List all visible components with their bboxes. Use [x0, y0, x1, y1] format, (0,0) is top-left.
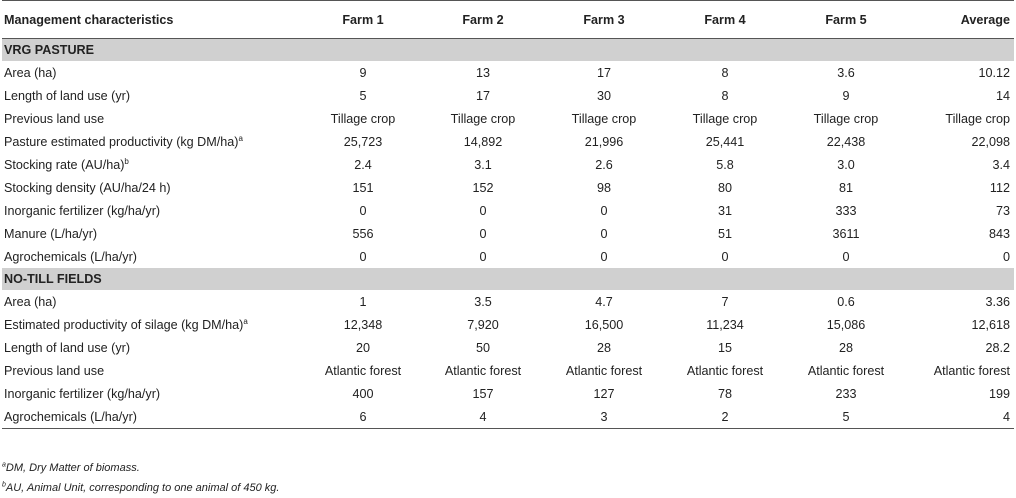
row-label-cell: [2, 313, 302, 336]
row-label: Agrochemicals (L/ha/yr): [4, 249, 137, 264]
cell-farm-4: 0: [721, 249, 729, 264]
cell-farm-5: Atlantic forest: [807, 363, 885, 378]
cell-farm-1: 20: [355, 340, 370, 355]
cell-average: Tillage crop: [945, 111, 1010, 126]
cell-farm-1: 5: [359, 88, 367, 103]
table-row: [2, 405, 1014, 429]
cell-average: 3.36: [985, 294, 1010, 309]
row-label: Area (ha): [4, 294, 57, 309]
row-label: Length of land use (yr): [4, 88, 131, 103]
row-label-cell: [2, 130, 302, 153]
cell-farm-3: 30: [596, 88, 611, 103]
row-label-cell: [2, 199, 302, 222]
table-row: [2, 359, 1014, 382]
cell-farm-4: 7: [721, 294, 729, 309]
cell-farm-5: 233: [835, 386, 857, 401]
cell-farm-2: Atlantic forest: [444, 363, 522, 378]
cell-farm-3: Tillage crop: [571, 111, 637, 126]
cell-farm-5: 81: [838, 180, 853, 195]
cell-farm-2: 50: [475, 340, 490, 355]
cell-farm-5: 3.6: [837, 65, 855, 80]
cell-farm-4: 78: [717, 386, 732, 401]
cell-farm-5: 22,438: [826, 134, 866, 149]
cell-average: 843: [988, 226, 1010, 241]
cell-farm-5: 0: [842, 249, 850, 264]
header-management-characteristics: Management characteristics: [2, 1, 302, 39]
cell-farm-2: 0: [479, 249, 487, 264]
cell-farm-1: 9: [359, 65, 367, 80]
header-farm-2: Farm 2: [424, 1, 542, 39]
cell-farm-3: 28: [596, 340, 611, 355]
cell-farm-1: 2.4: [354, 157, 372, 172]
row-label: Previous land use: [4, 363, 105, 378]
cell-farm-2: 157: [472, 386, 494, 401]
cell-average: 10.12: [978, 65, 1010, 80]
cell-farm-5: 0.6: [837, 294, 855, 309]
footnote-mark: a: [2, 461, 6, 469]
row-label: Previous land use: [4, 111, 105, 126]
cell-farm-4: Atlantic forest: [686, 363, 764, 378]
section-title: VRG PASTURE: [2, 39, 1014, 62]
table-row: [2, 84, 1014, 107]
row-label: Stocking rate (AU/ha): [4, 157, 125, 172]
cell-farm-1: 25,723: [343, 134, 383, 149]
footnote-a: [2, 458, 279, 478]
cell-farm-2: 13: [475, 65, 490, 80]
row-label: Pasture estimated productivity (kg DM/ha): [4, 134, 239, 149]
row-label-cell: [2, 245, 302, 268]
header-average: Average: [908, 1, 1014, 39]
cell-average: 73: [995, 203, 1010, 218]
cell-farm-5: 333: [835, 203, 857, 218]
cell-farm-2: 3.1: [474, 157, 492, 172]
cell-farm-4: Tillage crop: [692, 111, 758, 126]
cell-average: 199: [988, 386, 1010, 401]
cell-farm-3: 98: [596, 180, 611, 195]
table-row: [2, 290, 1014, 313]
footnote-mark: b: [124, 156, 129, 166]
cell-farm-1: 1: [359, 294, 367, 309]
cell-farm-5: 9: [842, 88, 850, 103]
header-farm-1: Farm 1: [302, 1, 424, 39]
row-label: Inorganic fertilizer (kg/ha/yr): [4, 203, 161, 218]
footnote-text: AU, Animal Unit, corresponding to one animal of 450 kg.: [5, 482, 280, 494]
table-row: [2, 199, 1014, 222]
row-label-cell: [2, 176, 302, 199]
row-label-cell: [2, 405, 302, 429]
footnote-b: [2, 478, 279, 498]
cell-farm-3: 0: [600, 203, 608, 218]
cell-farm-4: 25,441: [705, 134, 745, 149]
cell-average: 4: [908, 405, 1014, 429]
cell-farm-3: 21,996: [584, 134, 624, 149]
cell-farm-3: Atlantic forest: [565, 363, 643, 378]
cell-farm-1: Atlantic forest: [324, 363, 402, 378]
cell-farm-2: 14,892: [463, 134, 503, 149]
footnote-mark: b: [2, 481, 6, 489]
cell-farm-3: 127: [593, 386, 615, 401]
cell-farm-3: 4.7: [595, 294, 613, 309]
cell-farm-4: 51: [717, 226, 732, 241]
cell-average: 22,098: [971, 134, 1010, 149]
cell-farm-3: 3: [542, 405, 666, 429]
row-label: Manure (L/ha/yr): [4, 226, 98, 241]
cell-farm-4: 2: [666, 405, 784, 429]
cell-farm-2: 7,920: [467, 317, 499, 332]
header-farm-4: Farm 4: [666, 1, 784, 39]
footnote-text: DM, Dry Matter of biomass.: [5, 462, 140, 474]
cell-farm-5: 28: [838, 340, 853, 355]
row-label: Stocking density (AU/ha/24 h): [4, 180, 171, 195]
row-label-cell: [2, 84, 302, 107]
row-label-cell: [2, 359, 302, 382]
cell-farm-3: 0: [600, 249, 608, 264]
footnotes: [2, 458, 279, 498]
cell-farm-5: 15,086: [826, 317, 866, 332]
cell-farm-3: 17: [596, 65, 611, 80]
cell-farm-4: 5.8: [716, 157, 734, 172]
row-label-cell: [2, 336, 302, 359]
cell-average: 3.4: [992, 157, 1010, 172]
table-body: [2, 39, 1014, 429]
footnote-mark: a: [243, 316, 248, 326]
cell-farm-4: 8: [721, 88, 729, 103]
header-row: [2, 1, 1014, 39]
cell-average: 12,618: [971, 317, 1010, 332]
cell-farm-4: 11,234: [706, 317, 744, 332]
table-row: [2, 382, 1014, 405]
row-label: Agrochemicals (L/ha/yr): [4, 409, 137, 424]
cell-farm-3: 2.6: [595, 157, 613, 172]
cell-farm-1: Tillage crop: [330, 111, 396, 126]
header-farm-5: Farm 5: [784, 1, 908, 39]
cell-average: 0: [1002, 249, 1010, 264]
cell-farm-5: 3.0: [837, 157, 855, 172]
cell-farm-4: 31: [717, 203, 732, 218]
cell-average: Atlantic forest: [933, 363, 1010, 378]
cell-farm-2: 152: [472, 180, 494, 195]
section-title: NO-TILL FIELDS: [2, 268, 1014, 290]
row-label-cell: [2, 107, 302, 130]
cell-farm-1: 6: [302, 405, 424, 429]
cell-farm-1: 0: [359, 203, 367, 218]
cell-farm-2: 17: [475, 88, 490, 103]
cell-farm-2: 0: [479, 203, 487, 218]
cell-farm-4: 80: [717, 180, 732, 195]
table-row: [2, 222, 1014, 245]
table-row: [2, 336, 1014, 359]
cell-farm-1: 12,348: [343, 317, 383, 332]
row-label: Inorganic fertilizer (kg/ha/yr): [4, 386, 161, 401]
header-farm-3: Farm 3: [542, 1, 666, 39]
cell-farm-2: 3.5: [474, 294, 492, 309]
cell-farm-2: 0: [479, 226, 487, 241]
row-label: Estimated productivity of silage (kg DM/ha): [4, 317, 244, 332]
row-label-cell: [2, 61, 302, 84]
management-table: [2, 0, 1014, 429]
table-row: [2, 176, 1014, 199]
section-header-row: [2, 39, 1014, 62]
cell-farm-1: 556: [352, 226, 374, 241]
cell-farm-2: Tillage crop: [450, 111, 516, 126]
cell-farm-1: 400: [352, 386, 374, 401]
footnote-mark: a: [238, 133, 243, 143]
cell-farm-1: 0: [359, 249, 367, 264]
table-row: [2, 153, 1014, 176]
cell-average: 28.2: [985, 340, 1010, 355]
row-label: Area (ha): [4, 65, 57, 80]
cell-farm-1: 151: [352, 180, 374, 195]
table-row: [2, 61, 1014, 84]
cell-farm-2: 4: [424, 405, 542, 429]
cell-farm-5: 5: [784, 405, 908, 429]
row-label-cell: [2, 382, 302, 405]
cell-average: 14: [995, 88, 1010, 103]
table-row: [2, 245, 1014, 268]
cell-farm-4: 15: [717, 340, 732, 355]
cell-farm-3: 16,500: [584, 317, 624, 332]
cell-farm-5: 3611: [832, 226, 860, 241]
table-row: [2, 130, 1014, 153]
cell-average: 112: [989, 180, 1010, 195]
cell-farm-3: 0: [600, 226, 608, 241]
row-label-cell: [2, 290, 302, 313]
section-header-row: [2, 268, 1014, 290]
cell-farm-4: 8: [721, 65, 729, 80]
cell-farm-5: Tillage crop: [813, 111, 879, 126]
table-row: [2, 107, 1014, 130]
row-label-cell: [2, 222, 302, 245]
row-label-cell: [2, 153, 302, 176]
table-row: [2, 313, 1014, 336]
row-label: Length of land use (yr): [4, 340, 131, 355]
